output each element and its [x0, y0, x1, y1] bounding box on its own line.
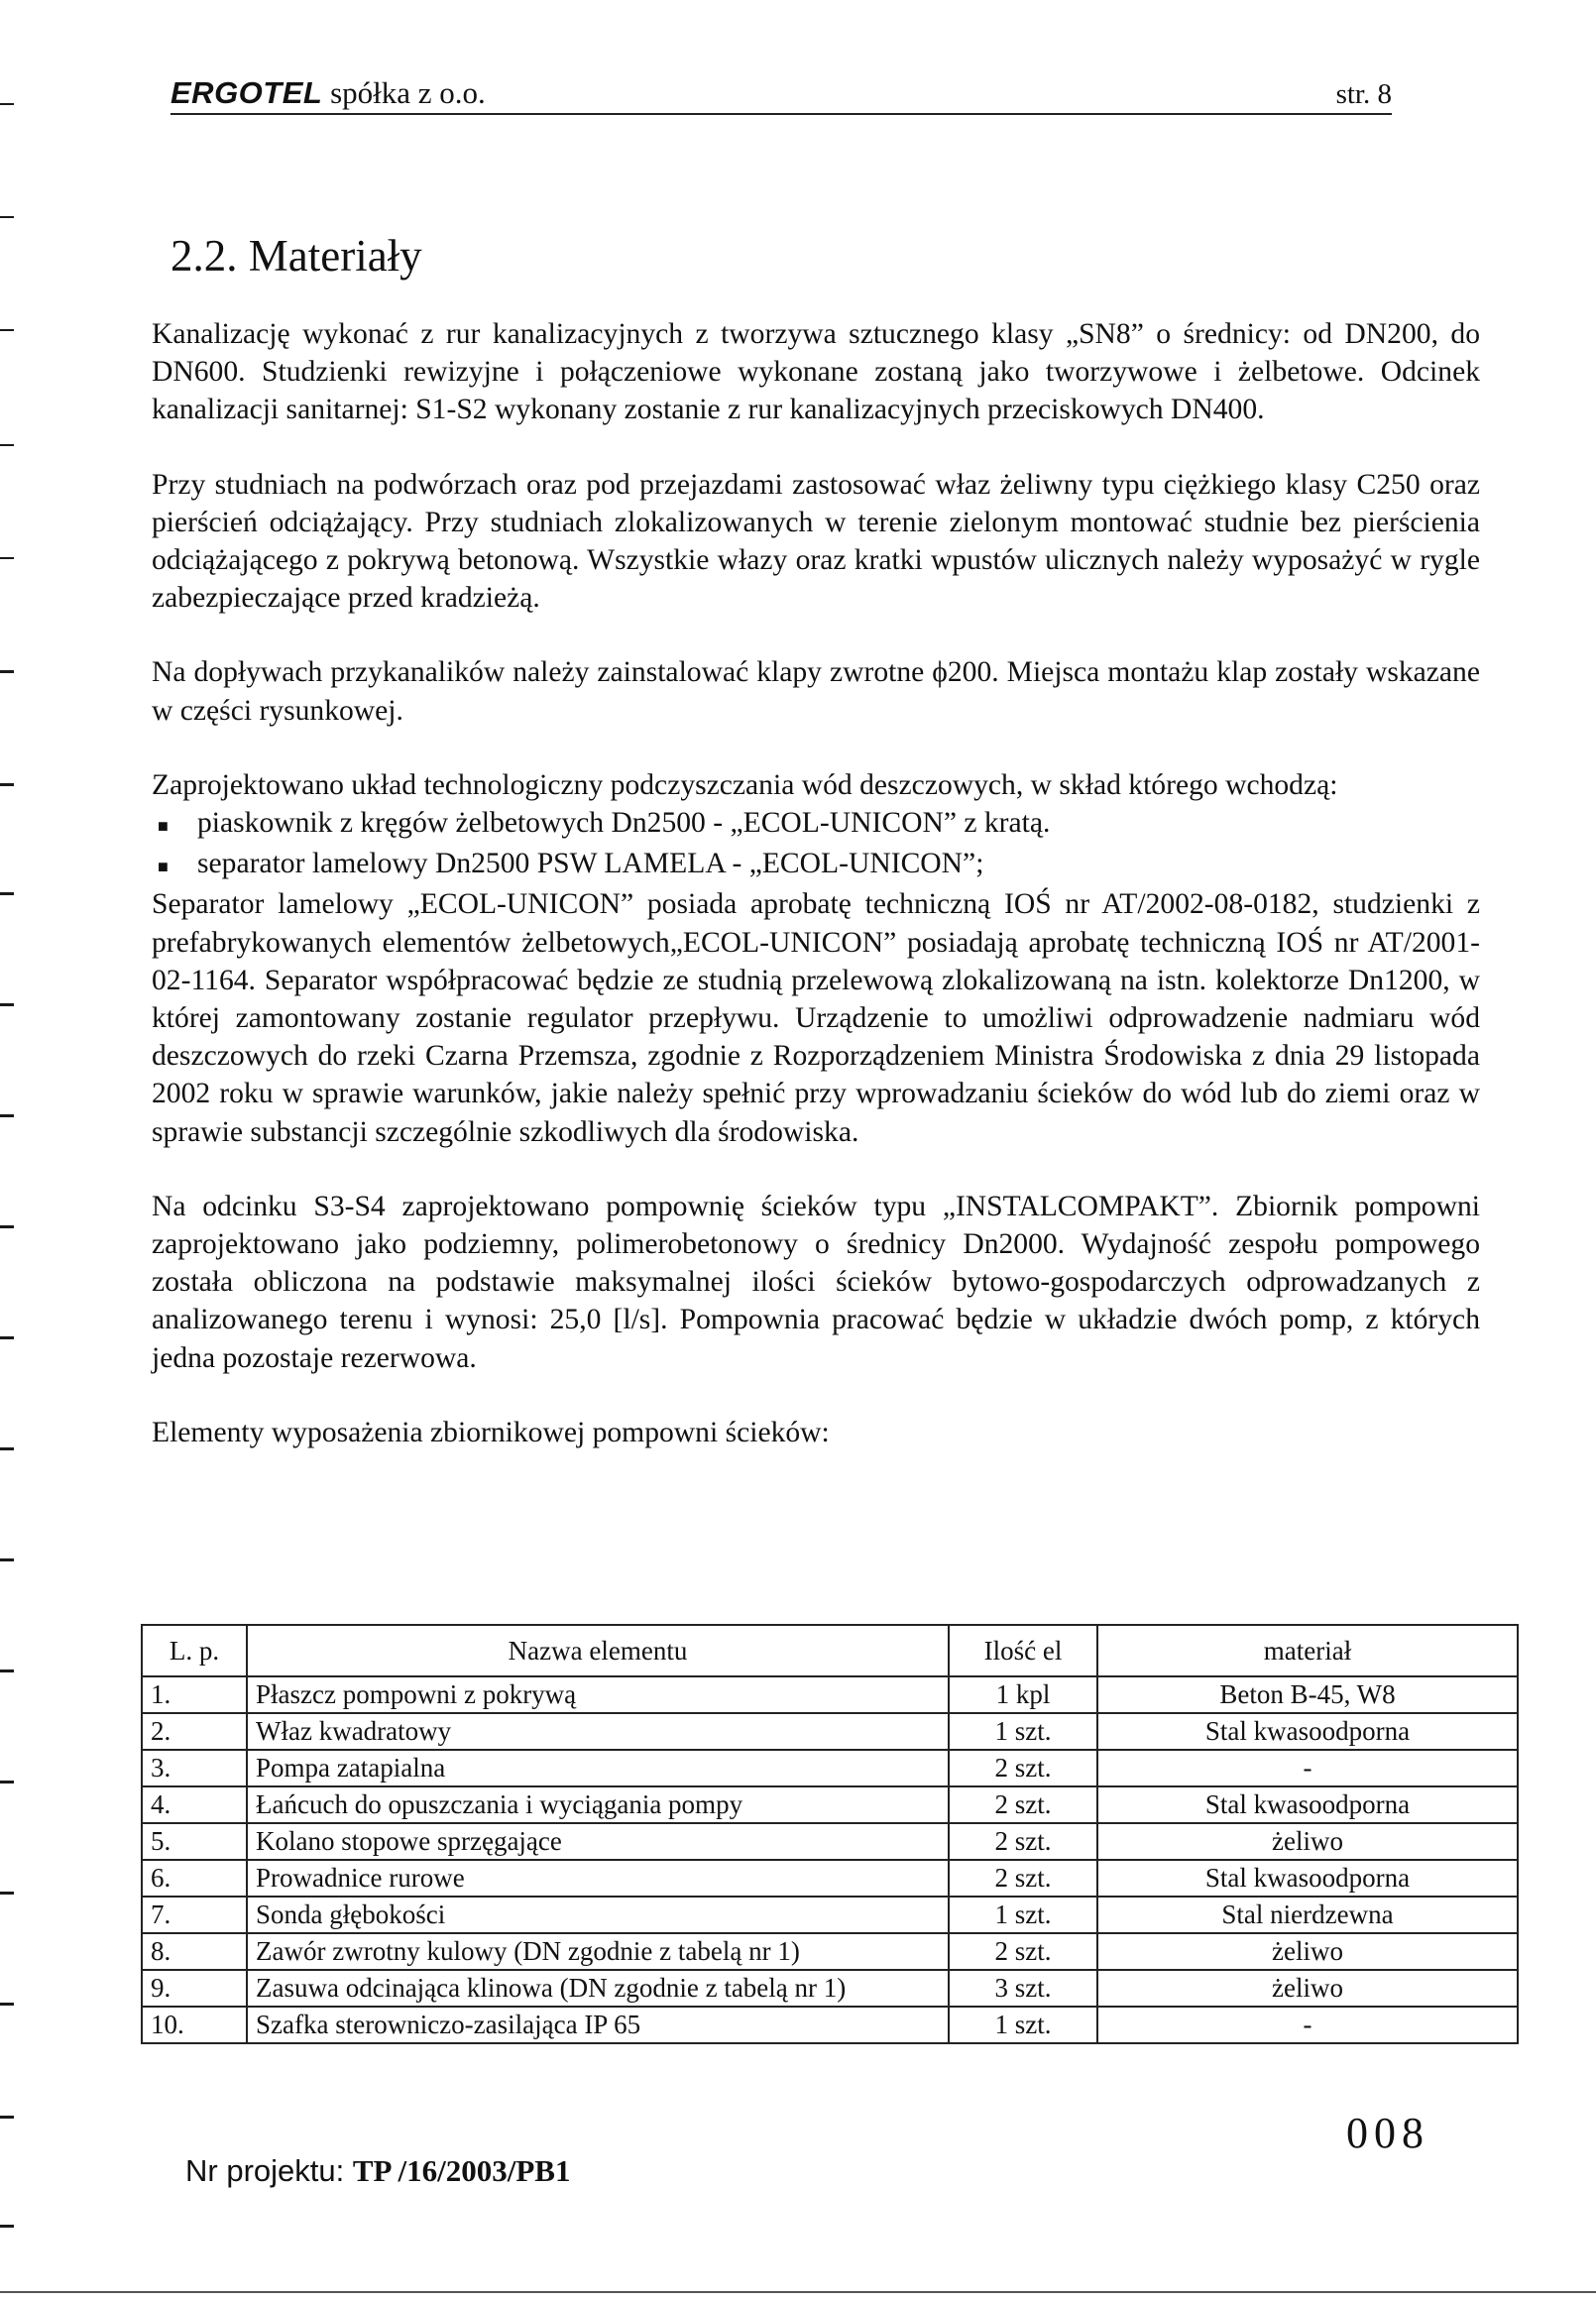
page-stamp-number: 008	[1346, 2109, 1429, 2157]
scan-edge-mark	[0, 444, 14, 446]
list-item	[152, 804, 1480, 845]
cell-quantity: 1 szt.	[949, 1713, 1097, 1750]
cell-quantity: 2 szt.	[949, 1933, 1097, 1970]
scan-edge-mark	[0, 1003, 14, 1006]
page-footer	[185, 2153, 570, 2189]
scan-edge-mark	[0, 1447, 14, 1450]
table-row	[142, 1786, 1518, 1823]
company-brand: ERGOTEL	[171, 75, 323, 110]
cell-quantity: 2 szt.	[949, 1823, 1097, 1860]
scan-edge-mark	[0, 2225, 14, 2228]
equipment-table	[141, 1624, 1519, 2044]
cell-material: żeliwo	[1097, 1933, 1518, 1970]
cell-name: Kolano stopowe sprzęgające	[247, 1823, 949, 1860]
cell-material: żeliwo	[1097, 1970, 1518, 2007]
paragraph-manholes: Przy studniach na podwórzach oraz pod przejazdami zastosować właz żeliwny typu ciężkiego klasy C250 oraz pierścień odciążający. Przy studniach zlokalizowanych w terenie zielonym montować studnie bez pierścienia odciążającego z pokrywą betonową. Wszystkie włazy oraz kratki wpustów ulicznych należy wyposażyć w rygle zabezpieczające przed kradzieżą.	[152, 468, 1480, 615]
cell-lp: 1.	[142, 1676, 247, 1713]
scan-edge-mark	[0, 216, 14, 218]
cell-quantity: 1 szt.	[949, 2007, 1097, 2043]
document-body	[152, 315, 1480, 1451]
scan-edge-mark	[0, 2003, 14, 2006]
cell-name: Zasuwa odcinająca klinowa (DN zgodnie z tabelą nr 1)	[247, 1970, 949, 2007]
cell-name: Szafka sterowniczo-zasilająca IP 65	[247, 2007, 949, 2043]
table-row	[142, 1860, 1518, 1897]
scan-edge-mark	[0, 1336, 14, 1339]
scan-edge-mark	[0, 557, 14, 559]
scan-edge-mark	[0, 1892, 14, 1895]
table-row	[142, 1750, 1518, 1786]
cell-material: Stal nierdzewna	[1097, 1897, 1518, 1933]
column-header-lp: L. p.	[142, 1625, 247, 1676]
table-row	[142, 1713, 1518, 1750]
column-header-name: Nazwa elementu	[247, 1625, 949, 1676]
cell-name: Łańcuch do opuszczania i wyciągania pompy	[247, 1786, 949, 1823]
paragraph-separator: Separator lamelowy „ECOL-UNICON” posiada aprobatę techniczną IOŚ nr AT/2002-08-0182, studzienki z prefabrykowanych elementów żelbetowych„ECOL-UNICON” posiadają aprobatę techniczną IOŚ nr AT/2001-02-1164. Separator współpracować będzie ze studnią przelewową zlokalizowaną na istn. kolektorze Dn1200, w której zamontowany zostanie regulator przepływu. Urządzenie to umożliwi odprowadzenie nadmiaru wód deszczowych do rzeki Czarna Przemsza, zgodnie z Rozporządzeniem Ministra Środowiska z dnia 29 listopada 2002 roku w sprawie warunków, jakie należy spełnić przy wprowadzaniu ścieków do wód lub do ziemi oraz w sprawie substancji szczególnie szkodliwych dla środowiska.	[152, 888, 1480, 1148]
cell-quantity: 2 szt.	[949, 1860, 1097, 1897]
scan-edge-mark	[0, 2116, 14, 2119]
table-row	[142, 1933, 1518, 1970]
company-suffix: spółka z o.o.	[322, 75, 486, 110]
column-header-material: materiał	[1097, 1625, 1518, 1676]
cell-material: -	[1097, 1750, 1518, 1786]
scan-edge-mark	[0, 670, 14, 673]
scan-edge-mark	[0, 1669, 14, 1672]
paragraph-treatment-intro: Zaprojektowano układ technologiczny podczyszczania wód deszczowych, w skład którego wchodzą:	[152, 768, 1338, 801]
paragraph-equipment-intro: Elementy wyposażenia zbiornikowej pompowni ścieków:	[152, 1416, 830, 1448]
footer-label: Nr projektu:	[185, 2153, 353, 2188]
cell-lp: 8.	[142, 1933, 247, 1970]
column-header-quantity: Ilość el	[949, 1625, 1097, 1676]
cell-lp: 10.	[142, 2007, 247, 2043]
cell-name: Właz kwadratowy	[247, 1713, 949, 1750]
scan-edge-mark	[0, 1781, 14, 1784]
scan-bottom-line	[0, 2291, 1596, 2293]
paragraph-pipes: Kanalizację wykonać z rur kanalizacyjnych z tworzywa sztucznego klasy „SN8” o średnicy: od DN200, do DN600. Studzienki rewizyjne i połączeniowe wykonane zostaną jako tworzywowe i żelbetowe. Odcinek kanalizacji sanitarnej: S1-S2 wykonany zostanie z rur kanalizacyjnych przeciskowych DN400.	[152, 318, 1480, 426]
cell-material: Stal kwasoodporna	[1097, 1786, 1518, 1823]
scan-edge-mark	[0, 1225, 14, 1228]
cell-lp: 7.	[142, 1897, 247, 1933]
table-header-row	[142, 1625, 1518, 1676]
cell-lp: 6.	[142, 1860, 247, 1897]
cell-lp: 2.	[142, 1713, 247, 1750]
cell-name: Prowadnice rurowe	[247, 1860, 949, 1897]
list-item	[152, 845, 1480, 885]
cell-material: Beton B-45, W8	[1097, 1676, 1518, 1713]
project-number: TP /16/2003/PB1	[352, 2153, 571, 2188]
cell-name: Sonda głębokości	[247, 1897, 949, 1933]
treatment-components-list	[152, 804, 1480, 885]
table-row	[142, 1823, 1518, 1860]
cell-name: Pompa zatapialna	[247, 1750, 949, 1786]
list-item-text: piaskownik z kręgów żelbetowych Dn2500 - „ECOL-UNICON” z kratą.	[197, 807, 1051, 840]
paragraph-pumping-station: Na odcinku S3-S4 zaprojektowano pompownię ścieków typu „INSTALCOMPAKT”. Zbiornik pompowni zaprojektowano jako podziemny, polimerobetonowy o średnicy Dn2000. Wydajność zespołu pompowego została obliczona na podstawie maksymalnej ilości ścieków bytowo-gospodarczych odprowadzanych z analizowanego terenu i wynosi: 25,0 [l/s]. Pompownia pracować będzie w układzie dwóch pomp, z których jedna pozostaje rezerwowa.	[152, 1190, 1480, 1374]
bullet-icon: ■	[158, 816, 169, 837]
page-number: str. 8	[1335, 78, 1392, 110]
paragraph-check-valves: Na dopływach przykanalików należy zainstalować klapy zwrotne ϕ200. Miejsca montażu klap zostały wskazane w części rysunkowej.	[152, 656, 1480, 727]
table-row	[142, 1676, 1518, 1713]
table-row	[142, 1897, 1518, 1933]
table-row	[142, 1970, 1518, 2007]
cell-quantity: 1 kpl	[949, 1676, 1097, 1713]
company-name	[171, 75, 486, 111]
scan-edge-mark	[0, 1558, 14, 1561]
section-title: 2.2. Materiały	[171, 231, 422, 281]
cell-lp: 5.	[142, 1823, 247, 1860]
cell-quantity: 3 szt.	[949, 1970, 1097, 2007]
page-header	[171, 73, 1392, 115]
cell-material: -	[1097, 2007, 1518, 2043]
cell-material: żeliwo	[1097, 1823, 1518, 1860]
cell-quantity: 1 szt.	[949, 1897, 1097, 1933]
scan-edge-mark	[0, 103, 14, 105]
cell-lp: 9.	[142, 1970, 247, 2007]
cell-material: Stal kwasoodporna	[1097, 1860, 1518, 1897]
cell-quantity: 2 szt.	[949, 1750, 1097, 1786]
cell-lp: 3.	[142, 1750, 247, 1786]
scan-edge-mark	[0, 1114, 14, 1117]
cell-lp: 4.	[142, 1786, 247, 1823]
cell-name: Zawór zwrotny kulowy (DN zgodnie z tabelą nr 1)	[247, 1933, 949, 1970]
scan-edge-mark	[0, 892, 14, 895]
scan-edge-mark	[0, 783, 14, 786]
cell-material: Stal kwasoodporna	[1097, 1713, 1518, 1750]
table-row	[142, 2007, 1518, 2043]
bullet-icon: ■	[158, 857, 169, 877]
cell-name: Płaszcz pompowni z pokrywą	[247, 1676, 949, 1713]
cell-quantity: 2 szt.	[949, 1786, 1097, 1823]
scan-edge-mark	[0, 329, 14, 331]
list-item-text: separator lamelowy Dn2500 PSW LAMELA - „ECOL-UNICON”;	[197, 848, 984, 880]
